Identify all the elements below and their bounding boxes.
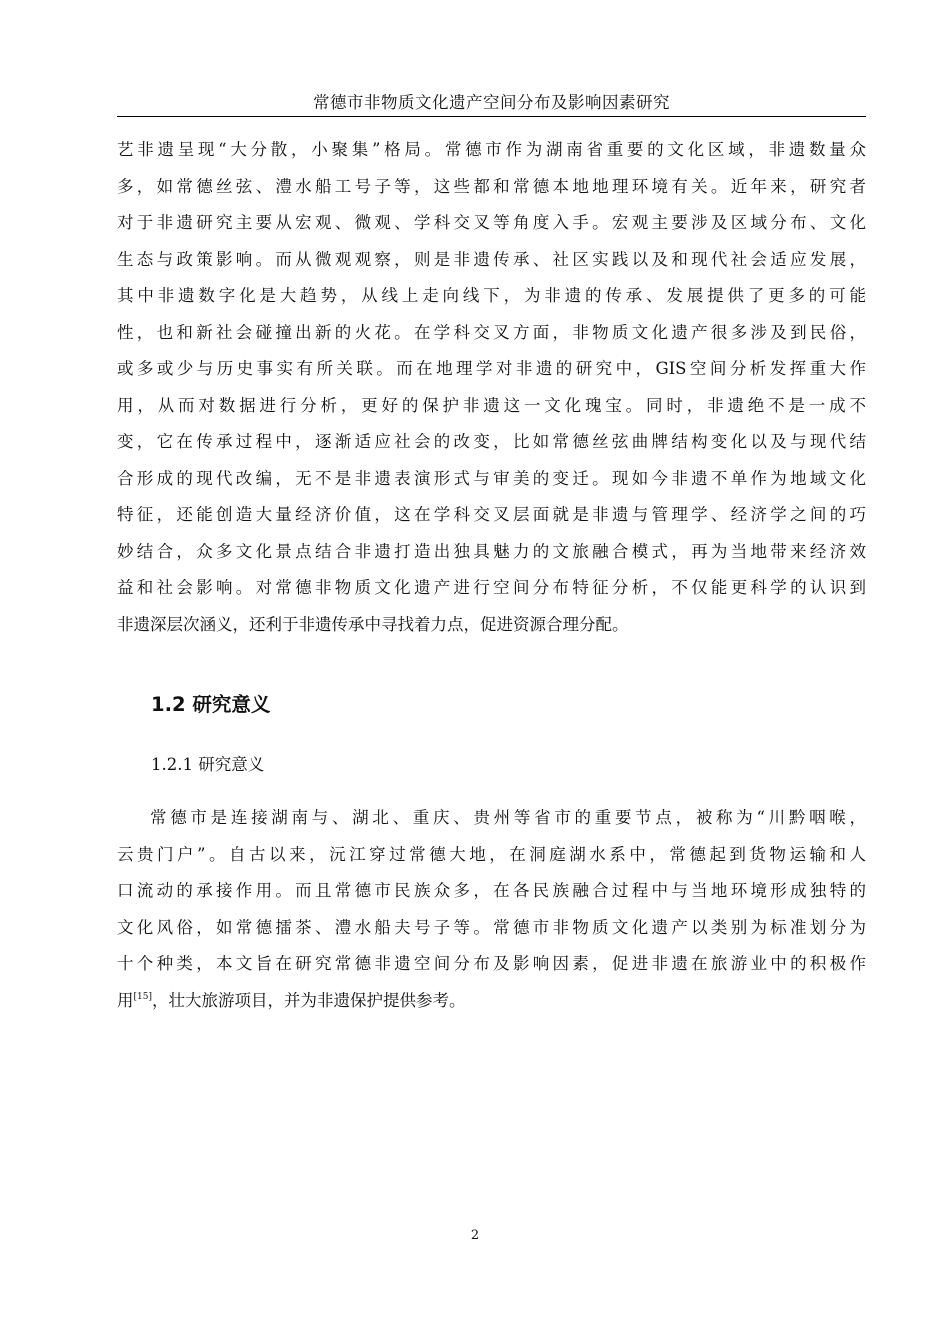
text-line: 艺非遗呈现“大分散，小聚集”格局。常德市作为湖南省重要的文化区域，非遗数量众 bbox=[117, 140, 866, 159]
text-line: 性，也和新社会碰撞出新的火花。在学科交叉方面，非物质文化遗产很多涉及到民俗， bbox=[117, 322, 866, 342]
text-line: 妙结合，众多文化景点结合非遗打造出独具魅力的文旅融合模式，再为当地带来经济效 bbox=[117, 541, 866, 561]
text-line: 文化风俗，如常德擂茶、澧水船夫号子等。常德市非物质文化遗产以类别为标准划分为 bbox=[117, 917, 866, 937]
text-line: 或多或少与历史事实有所关联。而在地理学对非遗的研究中，GIS空间分析发挥重大作 bbox=[117, 359, 866, 378]
text-line: 非遗深层次涵义，还利于非遗传承中寻找着力点，促进资源合理分配。 bbox=[117, 614, 629, 634]
text-fragment: ，壮大旅游项目，并为非遗保护提供参考。 bbox=[151, 990, 466, 1010]
text-line: 其中非遗数字化是大趋势，从线上走向线下，为非遗的传承、发展提供了更多的可能 bbox=[117, 286, 866, 305]
text-line: 十个种类，本文旨在研究常德非遗空间分布及影响因素，促进非遗在旅游业中的积极作 bbox=[117, 954, 866, 973]
text-line: 口流动的承接作用。而且常德市民族众多，在各民族融合过程中与当地环境形成独特的 bbox=[117, 881, 866, 900]
text-fragment: 用 bbox=[117, 990, 134, 1010]
subsection-heading: 1.2.1 研究意义 bbox=[151, 755, 265, 774]
text-line-with-citation bbox=[117, 983, 866, 1020]
text-line: 多，如常德丝弦、澧水船工号子等，这些都和常德本地地理环境有关。近年来，研究者 bbox=[117, 176, 866, 196]
text-line: 对于非遗研究主要从宏观、微观、学科交叉等角度入手。宏观主要涉及区域分布、文化 bbox=[117, 213, 866, 232]
paragraph-intro bbox=[117, 132, 866, 643]
text-line: 益和社会影响。对常德非物质文化遗产进行空间分布特征分析，不仅能更科学的认识到 bbox=[117, 578, 866, 597]
text-line: 常德市是连接湖南与、湖北、重庆、贵州等省市的重要节点，被称为“川黔咽喉， bbox=[150, 808, 866, 827]
text-line: 云贵门户”。自古以来，沅江穿过常德大地，在洞庭湖水系中，常德起到货物运输和人 bbox=[117, 844, 866, 864]
text-line: 变，它在传承过程中，逐渐适应社会的改变，比如常德丝弦曲牌结构变化以及与现代结 bbox=[117, 432, 866, 451]
section-heading: 1.2 研究意义 bbox=[151, 693, 271, 716]
running-header: 常德市非物质文化遗产空间分布及影响因素研究 bbox=[313, 93, 670, 112]
text-line: 用，从而对数据进行分析，更好的保护非遗这一文化瑰宝。同时，非遗绝不是一成不 bbox=[117, 395, 866, 415]
text-line: 生态与政策影响。而从微观观察，则是非遗传承、社区实践以及和现代社会适应发展， bbox=[117, 249, 866, 269]
page-number: 2 bbox=[470, 1228, 480, 1243]
text-line: 特征，还能创造大量经济价值，这在学科交叉层面就是非遗与管理学、经济学之间的巧 bbox=[117, 505, 866, 524]
paragraph-significance bbox=[117, 800, 866, 1019]
citation-reference[interactable]: [15] bbox=[133, 991, 152, 1002]
header-rule bbox=[117, 116, 866, 117]
text-line: 合形成的现代改编，无不是非遗表演形式与审美的变迁。现如今非遗不单作为地域文化 bbox=[117, 468, 866, 488]
